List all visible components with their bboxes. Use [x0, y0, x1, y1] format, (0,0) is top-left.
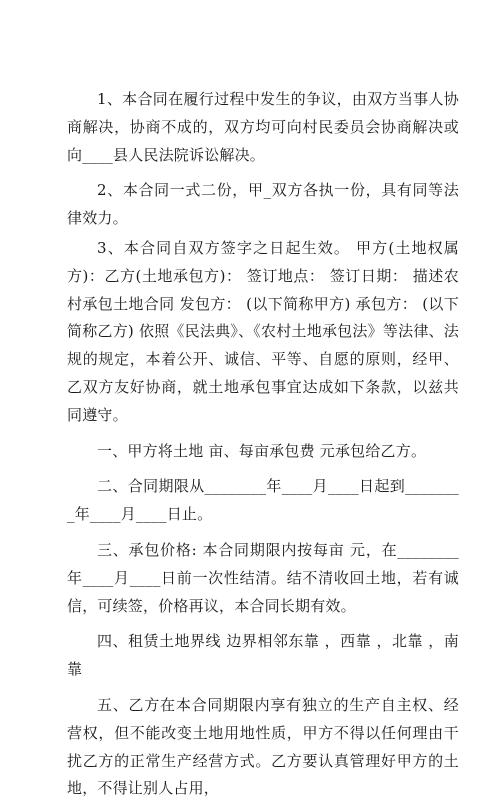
contract-document [67, 86, 459, 803]
clause-operating-rights: 五、乙方在本合同期限内享有独立的生产自主权、经营权，但不能改变土地用地性质，甲方不得以任何理由干扰乙方的正常生产经营方式。乙方要认真管理好甲方的土地，不得让别人占用， [67, 695, 459, 798]
clause-contract-term: 二、合同期限从________年____月____日起到________年____月____日止。 [67, 477, 459, 524]
clause-effective-and-preamble: 3、本合同自双方签字之日起生效。 甲方(土地权属方)：乙方(土地承包方)： 签订地点： 签订日期： 描述农村承包土地合同 发包方： (以下简称甲方) 承包方： (以下简称乙方) 依照《民法典》、《农村土地承包法》等法律、法规的规定，本着公开、诚信、平等、自愿的原则，经甲、乙双方友好协商，就土地承包事宜达成如下条款，以兹共同遵守。 [67, 238, 459, 424]
clause-dispute-resolution: 1、本合同在履行过程中发生的争议，由双方当事人协商解决，协商不成的，双方均可向村民委员会协商解决或向____县人民法院诉讼解决。 [67, 90, 459, 164]
clause-contract-price: 三、承包价格: 本合同期限内按每亩 元，在________年____月____日前一次性结清。结不清收回土地，若有诚信，可续签，价格再议，本合同长期有效。 [67, 540, 459, 615]
clause-copies: 2、本合同一式二份，甲_双方各执一份，具有同等法律效力。 [67, 181, 459, 228]
clause-land-boundaries: 四、租赁土地界线 边界相邻东靠 ，西靠 ，北靠 ，南靠 [67, 632, 459, 679]
clause-land-and-fee: 一、甲方将土地 亩、每亩承包费 元承包给乙方。 [97, 441, 427, 460]
